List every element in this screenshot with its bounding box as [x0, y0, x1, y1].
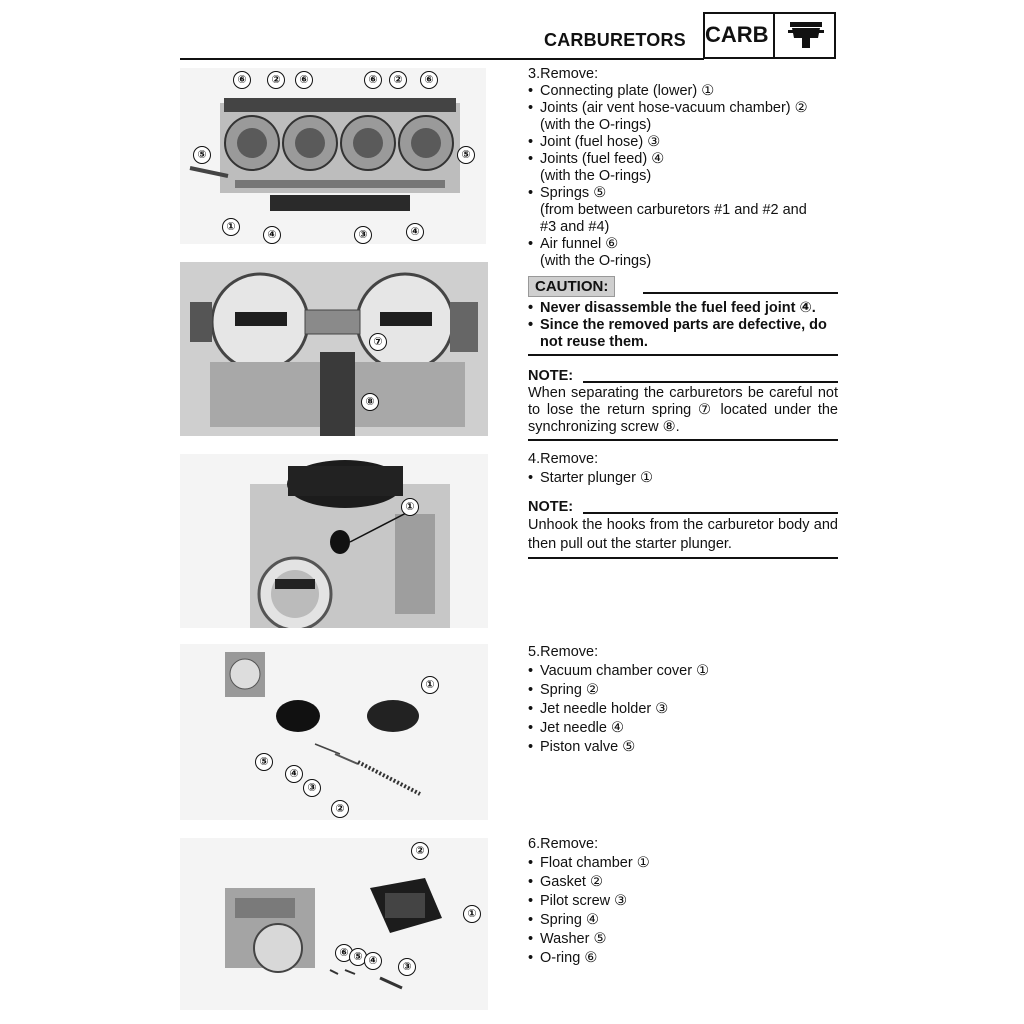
list-item: • Connecting plate (lower) ①: [528, 83, 838, 100]
list-item: • Joints (air vent hose-vacuum chamber) ②: [528, 100, 838, 117]
list-item: • O-ring ⑥: [528, 949, 838, 968]
caution-header: [528, 276, 838, 298]
list-item-continuation: (with the O-rings): [540, 168, 652, 184]
photo-synchronizing-screw: [180, 262, 488, 436]
note-label: NOTE:: [528, 368, 574, 384]
photo-float-chamber-parts: [180, 838, 488, 1010]
list-item: • Washer ⑤: [528, 930, 838, 949]
photo-starter-plunger: [180, 454, 488, 628]
callout-7: ⑦: [369, 333, 387, 351]
list-item: • Float chamber ①: [528, 854, 838, 873]
photo-vacuum-chamber-parts: [180, 644, 488, 820]
callout-6: ⑥: [295, 71, 313, 89]
list-item: • Springs ⑤: [528, 185, 838, 202]
list-item: • Spring ④: [528, 911, 838, 930]
carburetor-icon: [782, 16, 830, 56]
caution-item: • Never disassemble the fuel feed joint ④.: [528, 300, 838, 317]
caution-rule: [643, 292, 838, 294]
step-5-heading: 5.Remove:: [528, 644, 599, 660]
list-item: • Pilot screw ③: [528, 892, 838, 911]
note-label: NOTE:: [528, 499, 574, 515]
callout-6: ⑥: [335, 944, 353, 962]
caution-item-continuation: not reuse them.: [540, 334, 648, 350]
step-3-heading: 3.Remove:: [528, 66, 599, 82]
list-item: • Jet needle ④: [528, 719, 838, 738]
callout-4: ④: [406, 223, 424, 241]
note-rule: [583, 381, 838, 383]
callout-4: ④: [285, 765, 303, 783]
callout-5: ⑤: [457, 146, 475, 164]
note-end-rule: [528, 557, 838, 559]
caution-label: CAUTION:: [528, 276, 615, 297]
callout-2: ②: [389, 71, 407, 89]
callout-1: ①: [401, 498, 419, 516]
list-item: • Piston valve ⑤: [528, 738, 838, 757]
callout-2: ②: [331, 800, 349, 818]
list-item: • Joint (fuel hose) ③: [528, 134, 838, 151]
list-item: • Joints (fuel feed) ④: [528, 151, 838, 168]
callout-4: ④: [364, 952, 382, 970]
callout-4: ④: [263, 226, 281, 244]
note-text: When separating the carburetors be careful not to lose the return spring ⑦ located under the synchronizing screw ⑧.: [528, 385, 838, 435]
step-6-heading: 6.Remove:: [528, 836, 599, 852]
callout-2: ②: [267, 71, 285, 89]
note-header: [528, 368, 838, 385]
caution-item: • Since the removed parts are defective, do: [528, 317, 838, 334]
step-6-block: [528, 835, 838, 968]
step-4-block: [528, 451, 838, 559]
callout-6: ⑥: [364, 71, 382, 89]
note-end-rule: [528, 439, 838, 441]
callout-5: ⑤: [193, 146, 211, 164]
callout-1: ①: [421, 676, 439, 694]
header-rule: [180, 58, 704, 60]
callout-3: ③: [354, 226, 372, 244]
list-item: • Spring ②: [528, 681, 838, 700]
list-item-continuation: (with the O-rings): [540, 253, 652, 269]
callout-6: ⑥: [420, 71, 438, 89]
list-item: • Vacuum chamber cover ①: [528, 662, 838, 681]
photo-carburetor-bank: [180, 68, 486, 244]
section-tab-divider: [773, 12, 775, 59]
callout-2: ②: [411, 842, 429, 860]
section-title: CARBURETORS: [544, 30, 686, 50]
step-5-block: [528, 643, 838, 757]
callout-5: ⑤: [349, 948, 367, 966]
note-text: Unhook the hooks from the carburetor body and then pull out the starter plunger.: [528, 517, 838, 552]
list-item: • Air funnel ⑥: [528, 236, 838, 253]
callout-8: ⑧: [361, 393, 379, 411]
list-item-continuation: #3 and #4): [540, 219, 610, 235]
callout-1: ①: [463, 905, 481, 923]
step-3-block: [528, 66, 838, 441]
callout-3: ③: [398, 958, 416, 976]
callout-5: ⑤: [255, 753, 273, 771]
section-tab-label: CARB: [705, 22, 769, 47]
list-item: • Jet needle holder ③: [528, 700, 838, 719]
note-rule: [583, 512, 838, 514]
list-item: • Gasket ②: [528, 873, 838, 892]
step-4-heading: 4.Remove:: [528, 451, 599, 467]
note-header: [528, 499, 838, 516]
list-item: • Starter plunger ①: [528, 470, 838, 487]
list-item-continuation: (with the O-rings): [540, 117, 652, 133]
callout-3: ③: [303, 779, 321, 797]
callout-1: ①: [222, 218, 240, 236]
list-item-continuation: (from between carburetors #1 and #2 and: [540, 202, 807, 218]
callout-6: ⑥: [233, 71, 251, 89]
